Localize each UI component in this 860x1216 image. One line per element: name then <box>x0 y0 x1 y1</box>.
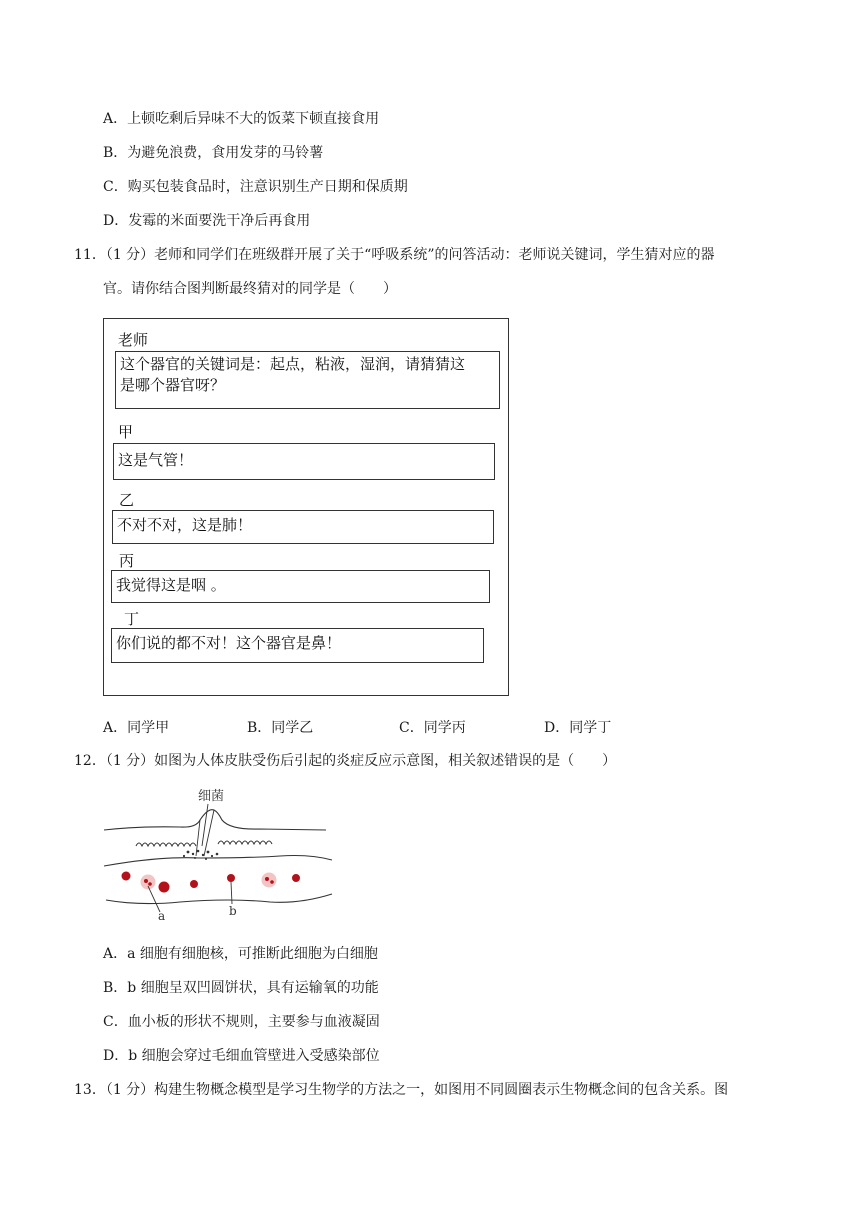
skin-surface-line <box>104 810 326 830</box>
student-ding-bubble: 你们说的都不对！这个器官是鼻！ <box>111 628 484 663</box>
b-pointer <box>231 882 232 904</box>
q12-option-d: D．b 细胞会穿过毛细血管壁进入受感染部位 <box>103 1048 380 1064</box>
q10-option-c: C．购买包装食品时，注意识别生产日期和保质期 <box>103 179 408 195</box>
b-label: b <box>229 904 237 918</box>
red-blood-cell-b <box>227 874 235 882</box>
q13-stem: 13．（1 分）构建生物概念模型是学习生物学的方法之一，如图用不同圆圈表示生物概念间的包含关系。图 <box>74 1082 729 1098</box>
teacher-bubble <box>115 351 500 409</box>
q12-inflammation-diagram <box>100 786 340 922</box>
q10-option-a: A．上顿吃剩后异味不大的饭菜下顿直接食用 <box>103 111 380 127</box>
red-blood-cell <box>190 880 198 888</box>
q12-stem: 12．（1 分）如图为人体皮肤受伤后引起的炎症反应示意图，相关叙述错误的是（ ） <box>74 753 617 769</box>
white-blood-cell <box>262 873 277 888</box>
q11-stem-line2: 官。请你结合图判断最终猜对的同学是（ ） <box>103 281 397 297</box>
teacher-bubble-line2: 是哪个器官呀？ <box>120 376 226 394</box>
student-bing-label: 丙 <box>119 552 135 570</box>
q11-option-b: B．同学乙 <box>247 720 314 736</box>
q10-option-d: D．发霉的米面要洗干净后再食用 <box>103 213 311 229</box>
white-blood-cell-a <box>141 875 156 890</box>
white-blood-cell-nucleus <box>144 879 148 883</box>
student-jia-bubble: 这是气管！ <box>113 443 495 480</box>
q10-option-b: B．为避免浪费，食用发芽的马铃薯 <box>103 145 324 161</box>
q11-option-d: D．同学丁 <box>544 720 612 736</box>
q11-chat-figure <box>103 318 509 696</box>
q12-option-c: C．血小板的形状不规则，主要参与血液凝固 <box>103 1014 380 1030</box>
q12-option-b: B．b 细胞呈双凹圆饼状，具有运输氧的功能 <box>103 980 379 996</box>
teacher-label: 老师 <box>118 331 149 349</box>
student-bing-bubble: 我觉得这是咽 。 <box>111 570 490 603</box>
student-ding-label: 丁 <box>124 610 140 628</box>
vessel-upper-wall <box>104 856 332 867</box>
student-yi-label: 乙 <box>119 491 135 509</box>
q12-option-a: A．a 细胞有细胞核，可推断此细胞为白细胞 <box>103 946 378 962</box>
q11-stem-line1: 11．（1 分）老师和同学们在班级群开展了关于“呼吸系统”的问答活动：老师说关键词，学生猜对应的器 <box>74 247 715 263</box>
q11-option-a: A．同学甲 <box>103 720 170 736</box>
teacher-bubble-line1: 这个器官的关键词是：起点，粘液，湿润，请猜猜这 <box>120 355 466 373</box>
vessel-lower-wall <box>106 894 332 904</box>
q11-option-c: C．同学丙 <box>399 720 466 736</box>
epidermis-wave-right <box>218 841 272 844</box>
red-blood-cell <box>292 874 300 882</box>
bacteria-label: 细菌 <box>198 789 225 804</box>
a-label: a <box>158 909 166 922</box>
student-yi-bubble: 不对不对，这是肺！ <box>112 510 494 544</box>
red-blood-cell <box>159 882 170 893</box>
epidermis-wave-left <box>136 843 196 846</box>
red-blood-cell <box>122 872 131 881</box>
student-jia-label: 甲 <box>118 423 134 441</box>
wound-lines <box>196 810 214 856</box>
